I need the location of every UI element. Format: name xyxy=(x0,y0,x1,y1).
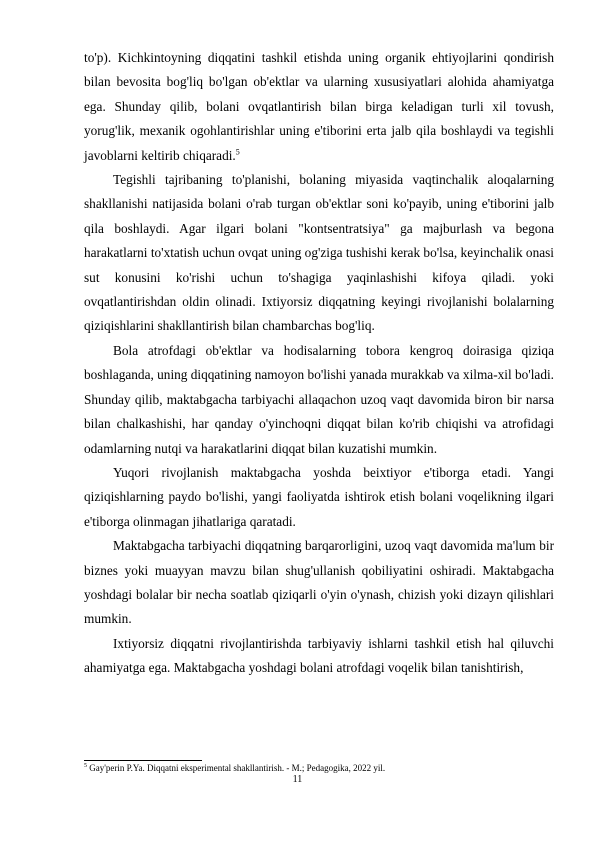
footnote xyxy=(84,763,554,774)
page-number: 11 xyxy=(292,774,303,785)
paragraph-5: Maktabgacha tarbiyachi diqqatning barqarorligini, uzoq vaqt davomida ma'lum bir biznes yoki muayyan mavzu bilan shug'ullanish qobiliyatini oshiradi. Maktabgacha yoshdagi bolalar bir necha soatlab qiziqarli o'yin o'ynash, chizish yoki dizayn qilishlari mumkin. xyxy=(84,538,554,627)
footnote-number: 5 xyxy=(84,763,87,769)
footnote-ref[interactable]: 5 xyxy=(235,147,240,157)
paragraph-6: Ixtiyorsiz diqqatni rivojlantirishda tarbiyaviy ishlarni tashkil etish hal qiluvchi ahamiyatga ega. Maktabgacha yoshdagi bolani atrofdagi voqelik bilan tanishtirish, xyxy=(84,635,554,676)
page-body xyxy=(84,46,554,681)
footnote-text: Gay'perin P.Ya. Diqqatni eksperimental shakllantirish. - M.; Pedagogika, 2022 yil. xyxy=(89,763,386,773)
paragraph-2: Tegishli tajribaning to'planishi, bolaning miyasida vaqtinchalik aloqalarning shakllanishi natijasida bolani o'rab turgan ob'ektlar soni ko'payib, uning e'tiborini jalb qila boshlaydi. Agar ilgari bolani "kontsentratsiya" ga majburlash va begona harakatlarni to'xtatish uchun ovqat uning og'ziga tushishi kerak bo'lsa, keyinchalik onasi sut konusini ko'rishi uchun to'shagiga yaqinlashishi kifoya qiladi. yoki ovqatlantirishdan oldin olinadi. Ixtiyorsiz diqqatning keyingi rivojlanishi bolalarning qiziqishlarini shakllantirish bilan chambarchas bog'liq. xyxy=(84,172,554,334)
paragraph-1 xyxy=(84,46,554,168)
footnote-divider xyxy=(84,760,202,761)
paragraph-1-text: to'p). Kichkintoyning diqqatini tashkil etishda uning organik ehtiyojlarini qondirish bilan bevosita bog'liq bo'lgan ob'ektlar va ularning xususiyatlari alohida ahamiyatga ega. Shunday qilib, bolani ovqatlantirish bilan birga keladigan turli xil tovush, yorug'lik, mexanik ogohlantirishlar uning e'tiborini erta jalb qila boshlaydi va tegishli javoblarni keltirib chiqaradi. xyxy=(84,50,554,163)
paragraph-4: Yuqori rivojlanish maktabgacha yoshda beixtiyor e'tiborga etadi. Yangi qiziqishlarning paydo bo'lishi, yangi faoliyatda ishtirok etish bolani voqelikning ilgari e'tiborga olinmagan jihatlariga qaratadi. xyxy=(84,464,554,529)
paragraph-3: Bola atrofdagi ob'ektlar va hodisalarning tobora kengroq doirasiga qiziqa boshlaganda, uning diqqatining namoyon bo'lishi yanada murakkab va xilma-xil bo'ladi. Shunday qilib, maktabgacha tarbiyachi allaqachon uzoq vaqt davomida biron bir narsa bilan chalkashishi, har qanday o'yinchoqni diqqat bilan ko'rib chiqishi va atrofidagi odamlarning nutqi va harakatlarini diqqat bilan kuzatishi mumkin. xyxy=(84,342,554,456)
